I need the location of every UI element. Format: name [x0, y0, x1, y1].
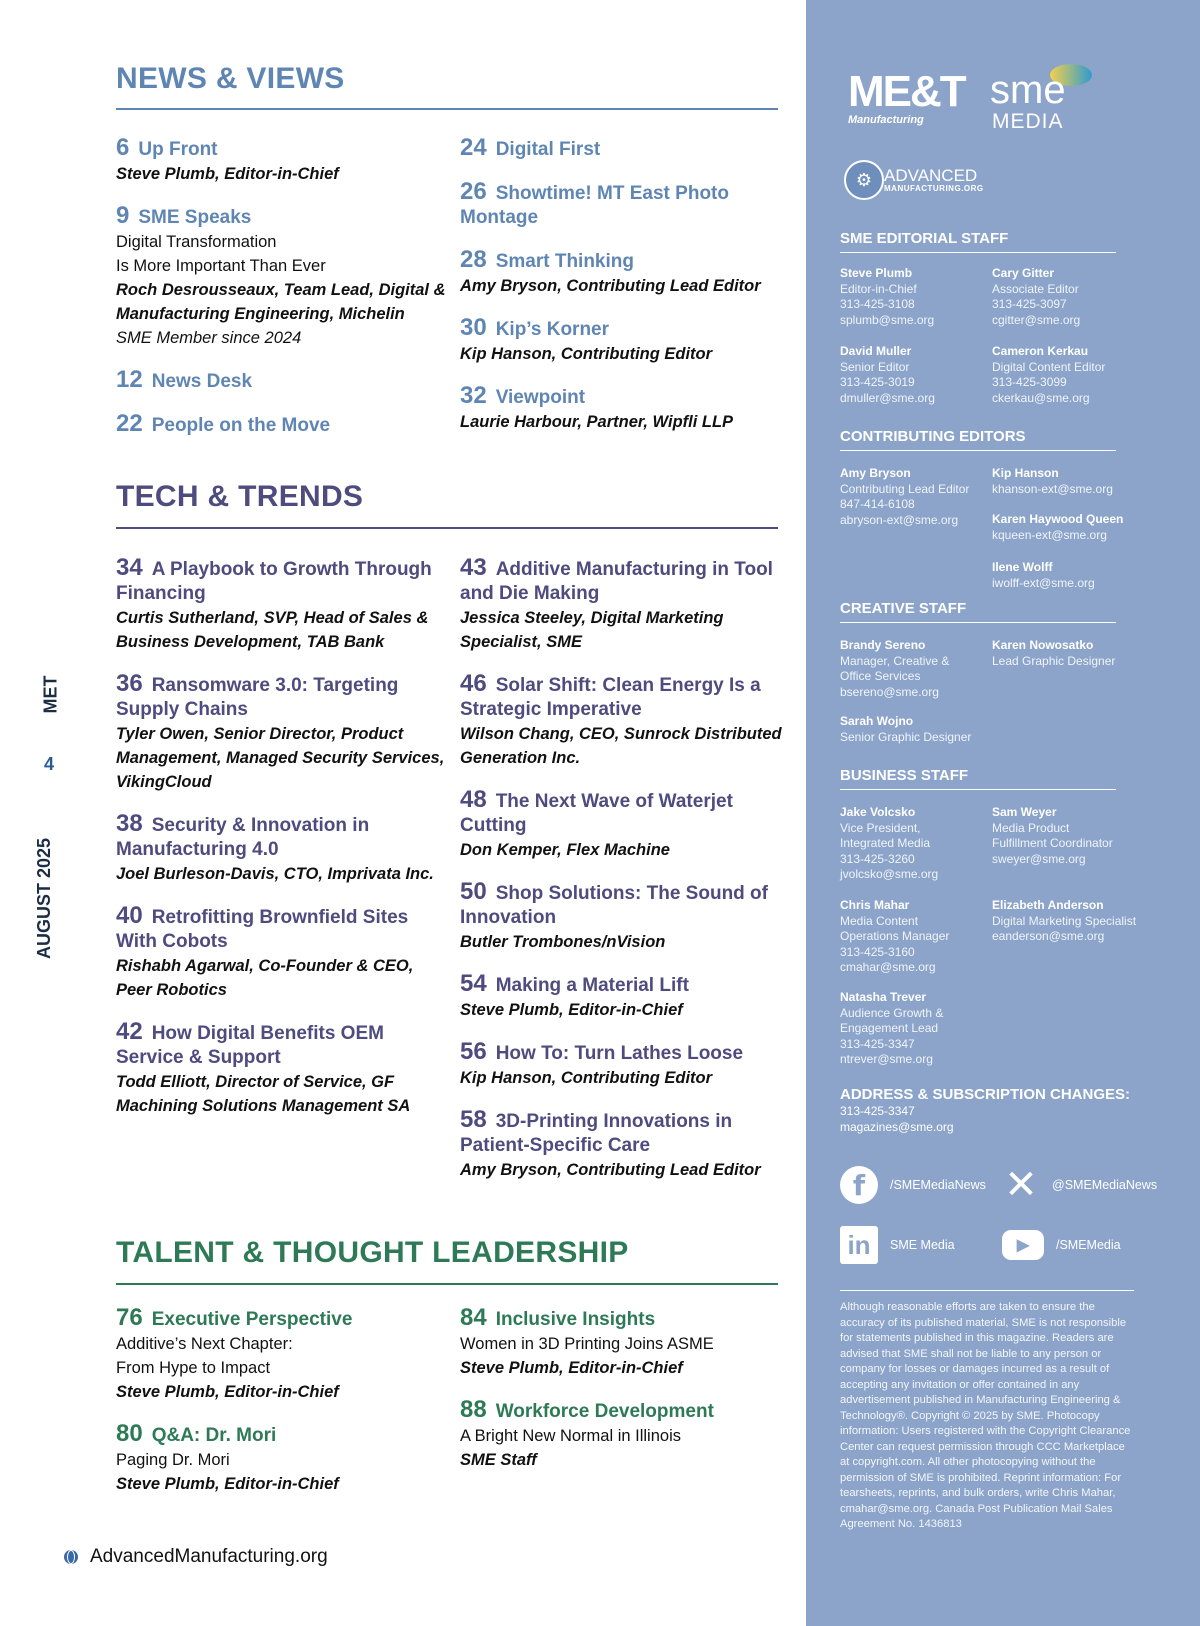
linkedin-handle: SME Media — [890, 1238, 955, 1252]
toc-entry-heading — [460, 788, 790, 838]
toc-article-title: Ransomware 3.0: Targeting Supply Chains — [116, 675, 399, 720]
staff-name: David Muller — [840, 344, 912, 358]
footer-website[interactable] — [64, 1546, 328, 1568]
section-title-tech: TECH & TRENDS — [116, 480, 364, 513]
toc-byline: SME Staff — [460, 1451, 537, 1469]
staff-member — [840, 266, 996, 328]
staff-name: Kip Hanson — [992, 466, 1059, 480]
staff-member — [840, 638, 996, 700]
toc-page-number: 9 — [116, 202, 130, 229]
staff-details: iwolff-ext@sme.org — [992, 575, 1095, 590]
toc-entry-heading — [116, 1020, 446, 1070]
toc-article-title: Security & Innovation in Manufacturing 4.0 — [116, 815, 370, 860]
toc-page-number: 58 — [460, 1106, 487, 1133]
toc-entry[interactable] — [116, 1306, 446, 1404]
toc-page-number: 84 — [460, 1304, 487, 1331]
toc-entry-heading — [460, 180, 790, 230]
toc-entry-heading — [460, 316, 790, 342]
toc-entry[interactable] — [460, 1040, 790, 1090]
toc-byline: Laurie Harbour, Partner, Wipfli LLP — [460, 413, 734, 431]
heading-business-staff: BUSINESS STAFF — [840, 767, 969, 784]
divider — [840, 450, 1116, 451]
staff-name: Sam Weyer — [992, 805, 1057, 819]
toc-entry-heading — [460, 136, 790, 162]
toc-dek: Paging Dr. Mori — [116, 1451, 230, 1469]
staff-member — [992, 512, 1148, 543]
staff-member — [992, 560, 1148, 591]
staff-name: Chris Mahar — [840, 898, 910, 912]
toc-page-number: 43 — [460, 554, 487, 581]
folio-publication: MET — [40, 675, 61, 714]
staff-details: Digital Content Editor 313-425-3099 ckerkau@sme.org — [992, 359, 1106, 405]
staff-name: Natasha Trever — [840, 990, 927, 1004]
toc-byline: Steve Plumb, Editor-in-Chief — [116, 1475, 339, 1493]
heading-creative-staff: CREATIVE STAFF — [840, 600, 967, 617]
toc-byline: Roch Desrousseaux, Team Lead, Digital & Manufacturing Engineering, Michelin — [116, 281, 446, 323]
toc-byline: Steve Plumb, Editor-in-Chief — [116, 1383, 339, 1401]
toc-dek: From Hype to Impact — [116, 1359, 271, 1377]
toc-dek: Is More Important Than Ever — [116, 257, 326, 275]
toc-byline: Kip Hanson, Contributing Editor — [460, 1069, 713, 1087]
staff-details: Digital Marketing Specialist eanderson@sme.org — [992, 913, 1137, 943]
gear-badge-icon: ⚙ — [844, 160, 884, 200]
toc-entry[interactable] — [460, 1306, 790, 1380]
staff-member — [840, 714, 996, 745]
staff-name: Karen Haywood Queen — [992, 512, 1124, 526]
toc-article-title: Digital First — [495, 139, 601, 160]
toc-entry[interactable] — [116, 204, 446, 350]
toc-entry[interactable] — [116, 556, 446, 654]
toc-article-title: Kip’s Korner — [495, 319, 610, 340]
toc-entry[interactable] — [460, 248, 790, 298]
toc-entry-heading — [460, 972, 790, 998]
toc-byline: Steve Plumb, Editor-in-Chief — [116, 165, 339, 183]
staff-name: Amy Bryson — [840, 466, 911, 480]
toc-entry[interactable] — [460, 672, 790, 770]
toc-article-title: Making a Material Lift — [495, 975, 689, 996]
toc-article-title: A Playbook to Growth Through Financing — [116, 559, 432, 604]
toc-article-title: Q&A: Dr. Mori — [151, 1425, 277, 1446]
toc-byline: Rishabh Agarwal, Co-Founder & CEO, Peer Robotics — [116, 957, 414, 999]
section-rule-talent — [116, 1283, 778, 1285]
staff-member — [992, 805, 1148, 867]
divider — [840, 1290, 1134, 1291]
youtube-link[interactable] — [1002, 1230, 1121, 1260]
staff-details: Media Product Fulfillment Coordinator sweyer@sme.org — [992, 820, 1113, 866]
toc-article-title: Executive Perspective — [151, 1309, 353, 1330]
staff-name: Karen Nowosatko — [992, 638, 1094, 652]
toc-article-title: SME Speaks — [138, 207, 252, 228]
toc-entry-heading — [460, 1398, 790, 1424]
staff-member — [992, 266, 1148, 328]
youtube-handle: /SMEMedia — [1056, 1238, 1121, 1252]
toc-article-title: Smart Thinking — [495, 251, 634, 272]
toc-page-number: 46 — [460, 670, 487, 697]
toc-article-title: Viewpoint — [495, 387, 586, 408]
toc-page-number: 76 — [116, 1304, 143, 1331]
divider — [840, 789, 1116, 790]
toc-page-number: 32 — [460, 382, 487, 409]
toc-entry-heading — [116, 1306, 446, 1332]
footer-website-label: AdvancedManufacturing.org — [90, 1546, 328, 1567]
toc-column-tech-right — [460, 556, 790, 1200]
toc-byline: Wilson Chang, CEO, Sunrock Distributed Generation Inc. — [460, 725, 782, 767]
section-title-talent: TALENT & THOUGHT LEADERSHIP — [116, 1236, 629, 1269]
toc-byline: Curtis Sutherland, SVP, Head of Sales & Business Development, TAB Bank — [116, 609, 429, 651]
youtube-icon: ▶ — [1002, 1230, 1044, 1260]
toc-article-title: How To: Turn Lathes Loose — [495, 1043, 744, 1064]
toc-article-title: Showtime! MT East Photo Montage — [460, 183, 729, 228]
toc-entry[interactable] — [460, 316, 790, 366]
toc-entry-heading — [460, 384, 790, 410]
toc-article-title: Solar Shift: Clean Energy Is a Strategic Imperative — [460, 675, 761, 720]
staff-name: Elizabeth Anderson — [992, 898, 1104, 912]
staff-details: Media Content Operations Manager 313-425-3160 cmahar@sme.org — [840, 913, 950, 974]
staff-name: Cameron Kerkau — [992, 344, 1089, 358]
vertical-folio — [36, 668, 66, 968]
toc-dek: Women in 3D Printing Joins ASME — [460, 1335, 714, 1353]
toc-column-news-right — [460, 136, 790, 452]
staff-member — [840, 898, 996, 976]
sme-media-logo-label: MEDIA — [992, 110, 1064, 133]
toc-entry[interactable] — [116, 1020, 446, 1118]
staff-details: Senior Graphic Designer — [840, 729, 972, 744]
toc-article-title: The Next Wave of Waterjet Cutting — [460, 791, 733, 836]
toc-entry-heading — [116, 672, 446, 722]
toc-article-title: People on the Move — [151, 415, 331, 436]
staff-member — [840, 805, 996, 883]
toc-byline: Todd Elliott, Director of Service, GF Machining Solutions Management SA — [116, 1073, 411, 1115]
toc-page-number: 24 — [460, 134, 487, 161]
toc-column-talent-right — [460, 1306, 790, 1490]
staff-member — [992, 898, 1148, 945]
staff-name: Ilene Wolff — [992, 560, 1053, 574]
toc-page-number: 22 — [116, 410, 143, 437]
toc-page-number: 42 — [116, 1018, 143, 1045]
toc-byline: Tyler Owen, Senior Director, Product Management, Managed Security Services, VikingCloud — [116, 725, 445, 791]
toc-entry-heading — [460, 672, 790, 722]
staff-member — [992, 466, 1148, 497]
toc-entry-heading — [116, 368, 446, 394]
toc-byline: Butler Trombones/nVision — [460, 933, 666, 951]
masthead-panel — [806, 0, 1200, 1626]
section-rule-tech — [116, 527, 778, 529]
heading-contributing-editors: CONTRIBUTING EDITORS — [840, 428, 1026, 445]
toc-article-title: News Desk — [151, 371, 253, 392]
toc-entry-heading — [116, 412, 446, 438]
staff-member — [992, 344, 1148, 406]
toc-entry[interactable] — [460, 1108, 790, 1182]
staff-name: Brandy Sereno — [840, 638, 926, 652]
toc-entry[interactable] — [460, 788, 790, 862]
toc-article-title: Workforce Development — [495, 1401, 714, 1422]
divider — [840, 252, 1116, 253]
toc-article-title: Shop Solutions: The Sound of Innovation — [460, 883, 768, 928]
toc-article-title: Up Front — [138, 139, 218, 160]
sme-media-logo: sme — [990, 68, 1066, 112]
toc-page-number: 40 — [116, 902, 143, 929]
address-contact: 313-425-3347 magazines@sme.org — [840, 1104, 954, 1134]
toc-column-news-left — [116, 136, 446, 456]
linkedin-icon: in — [840, 1226, 878, 1264]
staff-member — [840, 990, 996, 1068]
linkedin-link[interactable] — [840, 1226, 955, 1264]
toc-article-title: Additive Manufacturing in Tool and Die Making — [460, 559, 773, 604]
staff-details: Vice President, Integrated Media 313-425-3260 jvolcsko@sme.org — [840, 820, 939, 881]
advanced-manufacturing-logo-sub: MANUFACTURING.ORG — [884, 184, 984, 193]
toc-entry[interactable] — [460, 180, 790, 230]
toc-byline: Amy Bryson, Contributing Lead Editor — [460, 1161, 761, 1179]
toc-byline: Kip Hanson, Contributing Editor — [460, 345, 713, 363]
toc-entry[interactable] — [116, 412, 446, 438]
toc-article-title: Inclusive Insights — [495, 1309, 656, 1330]
toc-entry[interactable] — [460, 972, 790, 1022]
toc-entry[interactable] — [460, 384, 790, 434]
toc-page-number: 54 — [460, 970, 487, 997]
heading-editorial-staff: SME EDITORIAL STAFF — [840, 230, 1009, 247]
toc-page-number: 34 — [116, 554, 143, 581]
toc-page-number: 50 — [460, 878, 487, 905]
toc-entry[interactable] — [116, 904, 446, 1002]
section-title-news: NEWS & VIEWS — [116, 62, 345, 95]
toc-entry-heading — [460, 1108, 790, 1158]
toc-page-number: 38 — [116, 810, 143, 837]
x-handle: @SMEMediaNews — [1052, 1178, 1158, 1192]
folio-page-number: 4 — [44, 754, 55, 774]
toc-entry-heading — [460, 1040, 790, 1066]
staff-details: Manager, Creative & Office Services bsereno@sme.org — [840, 653, 950, 699]
toc-entry[interactable] — [116, 1422, 446, 1496]
toc-page-number: 48 — [460, 786, 487, 813]
toc-page-number: 26 — [460, 178, 487, 205]
x-link[interactable] — [1002, 1162, 1158, 1208]
toc-entry[interactable] — [116, 672, 446, 794]
x-icon: ✕ — [1004, 1162, 1038, 1208]
toc-entry-heading — [460, 1306, 790, 1332]
toc-entry[interactable] — [460, 880, 790, 954]
toc-entry-heading — [116, 556, 446, 606]
toc-article-title: 3D-Printing Innovations in Patient-Specific Care — [460, 1111, 733, 1156]
staff-details: kqueen-ext@sme.org — [992, 527, 1107, 542]
toc-page-number: 12 — [116, 366, 143, 393]
facebook-icon: f — [840, 1166, 878, 1204]
toc-entry[interactable] — [460, 1398, 790, 1472]
toc-dek: A Bright New Normal in Illinois — [460, 1427, 681, 1445]
staff-name: Cary Gitter — [992, 266, 1055, 280]
legal-disclaimer: Although reasonable efforts are taken to ensure the accuracy of its published material, SME is not responsible for statements published in this magazine. Readers are advised that SME shall not be liable to any person or company for losses or damages incurred as a result of accepting any invitation or offer contained in any advertisement published in Manufacturing Engineering & Technology®. Copyright © 2025 by SME. Photocopy information: Users registered with the Copyright Clearance Center can request permission through CCC Marketplace at copyright.com. All other photocopying without the permission of SME is prohibited. Reprint information: For tearsheets, reprints, and bulk orders, write Chris Mahar, cmahar@sme.org. Canada Post Publication Mail Sales Agreement No. 1436813 — [840, 1301, 1131, 1530]
staff-details: Editor-in-Chief 313-425-3108 splumb@sme.org — [840, 281, 935, 327]
toc-byline: Amy Bryson, Contributing Lead Editor — [460, 277, 761, 295]
toc-entry-heading — [460, 248, 790, 274]
toc-page-number: 80 — [116, 1420, 143, 1447]
toc-page-number: 28 — [460, 246, 487, 273]
staff-name: Jake Volcsko — [840, 805, 916, 819]
toc-article-title: Retrofitting Brownfield Sites With Cobots — [116, 907, 409, 952]
toc-entry-heading — [116, 904, 446, 954]
toc-page-number: 88 — [460, 1396, 487, 1423]
divider — [840, 622, 1116, 623]
toc-article-title: How Digital Benefits OEM Service & Support — [116, 1023, 384, 1068]
toc-entry-heading — [116, 812, 446, 862]
staff-member — [840, 344, 996, 406]
toc-dek: Digital Transformation — [116, 233, 277, 251]
toc-entry-heading — [460, 880, 790, 930]
staff-member — [840, 466, 996, 528]
toc-entry[interactable] — [116, 812, 446, 886]
staff-details: Contributing Lead Editor 847-414-6108 abryson-ext@sme.org — [840, 481, 970, 527]
globe-icon — [64, 1550, 78, 1564]
facebook-handle: /SMEMediaNews — [890, 1178, 986, 1192]
toc-byline: Don Kemper, Flex Machine — [460, 841, 670, 859]
toc-dek: Additive’s Next Chapter: — [116, 1335, 293, 1353]
staff-name: Steve Plumb — [840, 266, 913, 280]
toc-byline: Steve Plumb, Editor-in-Chief — [460, 1001, 683, 1019]
toc-page-number: 36 — [116, 670, 143, 697]
toc-dek: SME Member since 2024 — [116, 329, 302, 347]
toc-entry[interactable] — [116, 368, 446, 394]
toc-entry[interactable] — [116, 136, 446, 186]
toc-page-number: 6 — [116, 134, 130, 161]
toc-byline: Jessica Steeley, Digital Marketing Specialist, SME — [460, 609, 724, 651]
toc-column-tech-left — [116, 556, 446, 1136]
staff-details: Senior Editor 313-425-3019 dmuller@sme.org — [840, 359, 935, 405]
toc-entry[interactable] — [460, 136, 790, 162]
met-logo: ME&T — [848, 67, 965, 116]
toc-byline: Steve Plumb, Editor-in-Chief — [460, 1359, 683, 1377]
advanced-manufacturing-logo: ADVANCED — [884, 166, 978, 185]
section-rule-news — [116, 108, 778, 110]
staff-member — [992, 638, 1148, 669]
toc-column-talent-left — [116, 1306, 446, 1514]
staff-details: Lead Graphic Designer — [992, 653, 1116, 668]
facebook-link[interactable] — [840, 1166, 986, 1204]
staff-details: Associate Editor 313-425-3097 cgitter@sme.org — [992, 281, 1081, 327]
staff-details: khanson-ext@sme.org — [992, 481, 1113, 496]
toc-byline: Joel Burleson-Davis, CTO, Imprivata Inc. — [116, 865, 434, 883]
folio-date: AUGUST 2025 — [34, 837, 55, 960]
met-logo-subtitle: Manufacturing — [848, 114, 924, 126]
toc-page-number: 56 — [460, 1038, 487, 1065]
staff-details: Audience Growth & Engagement Lead 313-425-3347 ntrever@sme.org — [840, 1005, 944, 1066]
toc-entry[interactable] — [460, 556, 790, 654]
staff-name: Sarah Wojno — [840, 714, 914, 728]
toc-entry-heading — [116, 1422, 446, 1448]
toc-entry-heading — [116, 136, 446, 162]
toc-entry-heading — [116, 204, 446, 230]
toc-page-number: 30 — [460, 314, 487, 341]
heading-address-changes: ADDRESS & SUBSCRIPTION CHANGES: — [840, 1086, 1131, 1103]
toc-entry-heading — [460, 556, 790, 606]
